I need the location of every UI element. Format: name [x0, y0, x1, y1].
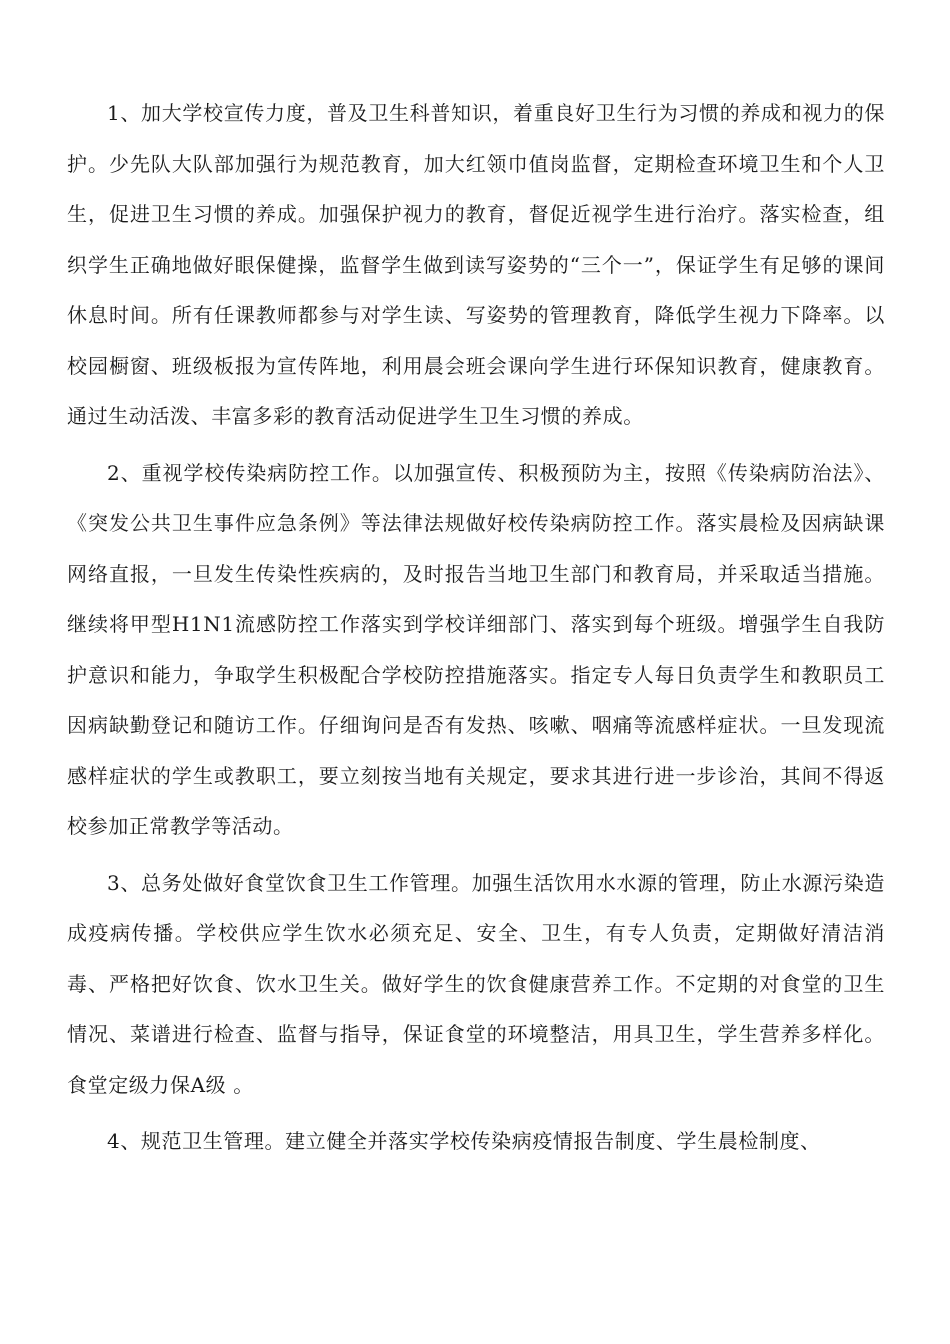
document-body — [67, 88, 885, 1173]
paragraph-4: 4、规范卫生管理。建立健全并落实学校传染病疫情报告制度、学生晨检制度、 — [107, 1129, 821, 1153]
paragraph-1: 1、加大学校宣传力度，普及卫生科普知识，着重良好卫生行为习惯的养成和视力的保护。少先队大队部加强行为规范教育，加大红领巾值岗监督，定期检查环境卫生和个人卫生，促进卫生习惯的养成。加强保护视力的教育，督促近视学生进行治疗。落实检查，组织学生正确地做好眼保健操，监督学生做到读写姿势的“三个一”，保证学生有足够的课间休息时间。所有任课教师都参与对学生读、写姿势的管理教育，降低学生视力下降率。以校园橱窗、班级板报为宣传阵地，利用晨会班会课向学生进行环保知识教育，健康教育。通过生动活泼、丰富多彩的教育活动促进学生卫生习惯的养成。 — [67, 101, 885, 428]
paragraph-3: 3、总务处做好食堂饮食卫生工作管理。加强生活饮用水水源的管理，防止水源污染造成疫病传播。学校供应学生饮水必须充足、安全、卫生，有专人负责，定期做好清洁消毒、严格把好饮食、饮水卫生关。做好学生的饮食健康营养工作。不定期的对食堂的卫生情况、菜谱进行检查、监督与指导，保证食堂的环境整洁，用具卫生，学生营养多样化。食堂定级力保A级 。 — [67, 870, 885, 1097]
paragraph-2: 2、重视学校传染病防控工作。以加强宣传、积极预防为主，按照《传染病防治法》、《突发公共卫生事件应急条例》等法律法规做好校传染病防控工作。落实晨检及因病缺课网络直报，一旦发生传染性疾病的，及时报告当地卫生部门和教育局，并采取适当措施。继续将甲型H1N1流感防控工作落实到学校详细部门、落实到每个班级。增强学生自我防护意识和能力，争取学生积极配合学校防控措施落实。指定专人每日负责学生和教职员工因病缺勤登记和随访工作。仔细询问是否有发热、咳嗽、咽痛等流感样症状。一旦发现流感样症状的学生或教职工，要立刻按当地有关规定，要求其进行进一步诊治，其间不得返校参加正常教学等活动。 — [67, 460, 885, 838]
